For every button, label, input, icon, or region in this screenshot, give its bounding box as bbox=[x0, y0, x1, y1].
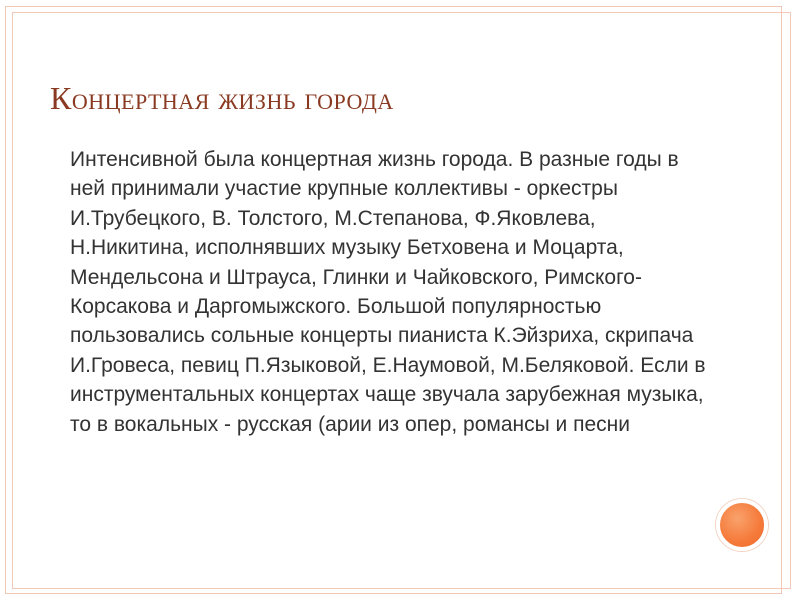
bullet-item bbox=[46, 145, 706, 439]
bullet-text: Интенсивной была концертная жизнь города. В разные годы в ней принимали участие крупные коллективы - оркестры И.Трубецкого, В. Толстого, М.Степанова, Ф.Яковлева, Н.Никитина, исполнявших музыку Бетховена и Моцарта, Мендельсона и Штрауса, Глинки и Чайковского, Римского-Корсакова и Даргомыжского. Большой популярностью пользовались сольные концерты пианиста К.Эйзриха, скрипача И.Гровеса, певиц П.Языковой, Е.Наумовой, М.Беляковой. Если в инструментальных концертах чаще звучала зарубежная музыка, то в вокальных - русская (арии из опер, романсы и песни bbox=[70, 148, 706, 436]
orange-circle-decoration-icon bbox=[716, 499, 768, 551]
bullet-list bbox=[46, 145, 706, 439]
slide-title: Концертная жизнь города bbox=[50, 80, 394, 116]
